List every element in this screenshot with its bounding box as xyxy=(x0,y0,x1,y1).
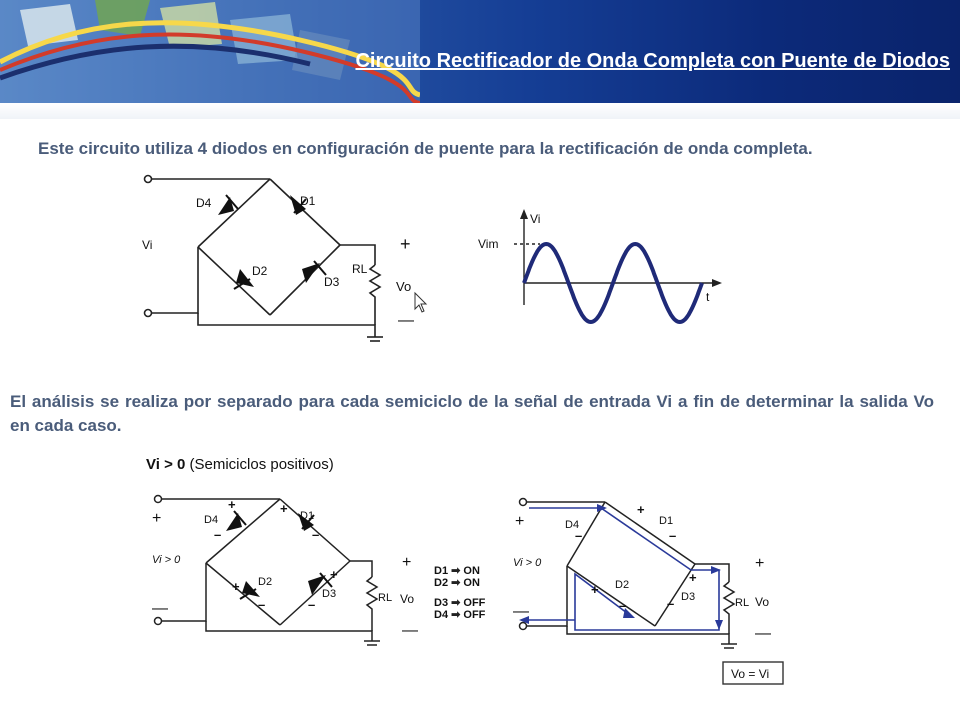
bridge-circuit-diagram xyxy=(130,165,440,345)
fig2-d2: D2 xyxy=(258,576,273,588)
fig3-d1: D1 xyxy=(659,515,674,527)
fig2-minus-right: — xyxy=(402,622,418,639)
positive-cycle-circuit xyxy=(140,485,430,655)
label-d4: D4 xyxy=(196,196,212,210)
svg-text:–: – xyxy=(669,528,677,543)
svg-text:–: – xyxy=(575,528,583,543)
positive-cycle-heading xyxy=(146,456,334,473)
svg-text:+: + xyxy=(228,497,236,512)
wave-label-t: t xyxy=(706,290,710,304)
state-row: D4 ➡ OFF xyxy=(434,609,486,621)
fig3-d2: D2 xyxy=(615,579,630,591)
banner-divider xyxy=(0,103,960,119)
svg-text:+: + xyxy=(689,570,697,585)
state-row: D1 ➡ ON xyxy=(434,565,480,577)
cursor-icon xyxy=(415,293,426,312)
fig2-rl: RL xyxy=(378,592,393,604)
fig2-vi-cond: Vi > 0 xyxy=(152,554,181,566)
fig2-plus-top: + xyxy=(152,510,162,527)
intro-paragraph: Este circuito utiliza 4 diodos en configuración de puente para la rectificación de onda completa. xyxy=(38,139,813,158)
label-vi: Vi xyxy=(142,238,153,252)
svg-text:–: – xyxy=(308,597,316,612)
label-minus: — xyxy=(398,312,414,329)
label-d2: D2 xyxy=(252,264,268,278)
analysis-paragraph: El análisis se realiza por separado para cada semiciclo de la señal de entrada Vi a fin de determinar la salida Vo en cada caso. xyxy=(10,392,934,435)
svg-text:–: – xyxy=(214,527,222,542)
fig3-plus-right: + xyxy=(755,555,765,572)
heading-condition: Vi > 0 xyxy=(146,456,186,473)
state-row: D3 ➡ OFF xyxy=(434,597,486,609)
diode-state-legend xyxy=(434,565,504,621)
header-banner xyxy=(0,0,960,103)
fig2-vo: Vo xyxy=(400,592,415,606)
label-vo: Vo xyxy=(396,279,412,294)
fig3-vi-cond: Vi > 0 xyxy=(513,557,542,569)
fig2-d1: D1 xyxy=(300,510,315,522)
label-plus: + xyxy=(400,234,411,254)
fig3-minus-right: — xyxy=(755,625,771,642)
result-label: Vo = Vi xyxy=(731,667,770,681)
fig2-plus-right: + xyxy=(402,554,412,571)
svg-text:+: + xyxy=(330,567,338,582)
fig3-vo: Vo xyxy=(755,595,770,609)
svg-text:–: – xyxy=(258,597,266,612)
heading-description: (Semiciclos positivos) xyxy=(189,456,334,473)
fig3-d4: D4 xyxy=(565,519,580,531)
svg-text:–: – xyxy=(667,596,675,611)
input-waveform xyxy=(470,205,730,330)
svg-text:+: + xyxy=(637,502,645,517)
wave-label-vi: Vi xyxy=(530,212,541,226)
state-row: D2 ➡ ON xyxy=(434,577,480,589)
svg-text:+: + xyxy=(232,579,240,594)
slide-title: Circuito Rectificador de Onda Completa con Puente de Diodos xyxy=(355,50,950,72)
fig2-minus-left: — xyxy=(152,600,168,617)
fig2-d4: D4 xyxy=(204,514,219,526)
svg-text:+: + xyxy=(591,582,599,597)
svg-text:+: + xyxy=(280,501,288,516)
svg-text:–: – xyxy=(312,527,320,542)
fig3-plus-top: + xyxy=(515,513,525,530)
fig3-minus-left: — xyxy=(513,603,529,620)
fig2-d3: D3 xyxy=(322,588,337,600)
fig3-d3: D3 xyxy=(681,591,696,603)
label-d3: D3 xyxy=(324,275,340,289)
current-path-circuit xyxy=(505,490,795,690)
label-d1: D1 xyxy=(300,194,316,208)
wave-label-vim: Vim xyxy=(478,237,499,251)
label-rl: RL xyxy=(352,262,368,276)
fig3-rl: RL xyxy=(735,597,750,609)
svg-text:–: – xyxy=(619,598,627,613)
